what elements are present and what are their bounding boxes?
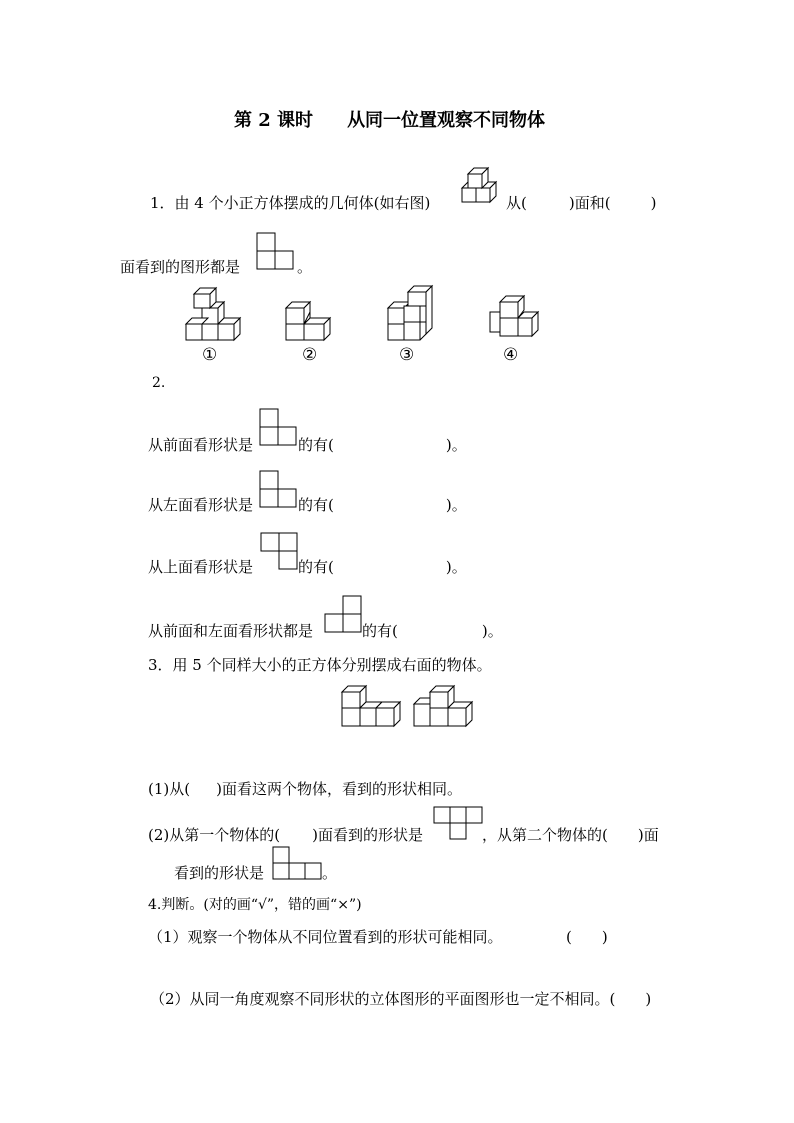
q3-figure-1 — [340, 684, 410, 732]
q3-part-2-a: (2)从第一个物体的( )面看到的形状是 — [148, 826, 423, 844]
q3-view-shape-1 — [433, 806, 489, 842]
q1-view-shape — [256, 232, 296, 272]
q3-part-2-line2: 看到的形状是 — [174, 864, 265, 882]
q2-figure-2 — [284, 292, 344, 348]
figure-label-3: ③ — [399, 345, 415, 365]
q2-row-1-shape — [259, 408, 299, 448]
q2-row-2-prefix: 从左面看形状是 — [148, 496, 254, 514]
q3-intro: 3．用 5 个同样大小的正方体分别摆成右面的物体。 — [148, 656, 492, 674]
q2-figure-4 — [486, 296, 546, 346]
q2-row-2-shape — [259, 470, 299, 510]
page-title — [234, 106, 545, 132]
q4-item-1: （1）观察一个物体从不同位置看到的形状可能相同。 — [148, 928, 503, 946]
q2-figure-3 — [386, 288, 446, 346]
q2-row-4-prefix: 从前面和左面看形状都是 — [148, 622, 314, 640]
q3-view-shape-2 — [272, 846, 328, 882]
q2-number: 2. — [152, 375, 166, 391]
q2-row-3-blank: 的有( )。 — [298, 558, 467, 576]
q2-row-4-shape — [324, 595, 364, 635]
q2-row-4-blank: 的有( )。 — [362, 622, 503, 640]
q4-intro: 4.判断。(对的画“√”，错的画“×”) — [148, 897, 362, 913]
q1-line1-blanks: 从( )面和( ) — [506, 194, 657, 212]
q2-row-3-shape — [260, 532, 300, 572]
q2-row-2-blank: 的有( )。 — [298, 496, 467, 514]
q3-part-1: (1)从( )面看这两个物体，看到的形状相同。 — [148, 780, 462, 798]
q4-item-2: （2）从同一角度观察不同形状的立体图形的平面图形也一定不相同。( ) — [150, 990, 652, 1008]
q2-row-1-prefix: 从前面看形状是 — [148, 436, 254, 454]
q3-figure-2 — [412, 684, 482, 732]
q4-item-1-paren: ( ) — [566, 928, 608, 946]
q1-line2: 面看到的图形都是 — [120, 258, 241, 276]
q2-figure-1 — [184, 290, 244, 346]
q3-part-2-b: ，从第二个物体的( )面 — [482, 826, 659, 844]
q3-part-2-line2-end: 。 — [322, 864, 338, 882]
q1-cube-figure — [460, 166, 500, 206]
q1-line2-end: 。 — [297, 258, 313, 276]
figure-label-1: ① — [202, 345, 218, 365]
figure-label-4: ④ — [503, 345, 519, 365]
q1-line1: 1．由 4 个小正方体摆成的几何体(如右图) — [150, 194, 431, 212]
q2-row-1-blank: 的有( )。 — [298, 436, 467, 454]
lesson-topic: 从同一位置观察不同物体 — [347, 110, 546, 131]
figure-label-2: ② — [302, 345, 318, 365]
q2-row-3-prefix: 从上面看形状是 — [148, 558, 254, 576]
lesson-number: 第 2 课时 — [234, 110, 314, 131]
